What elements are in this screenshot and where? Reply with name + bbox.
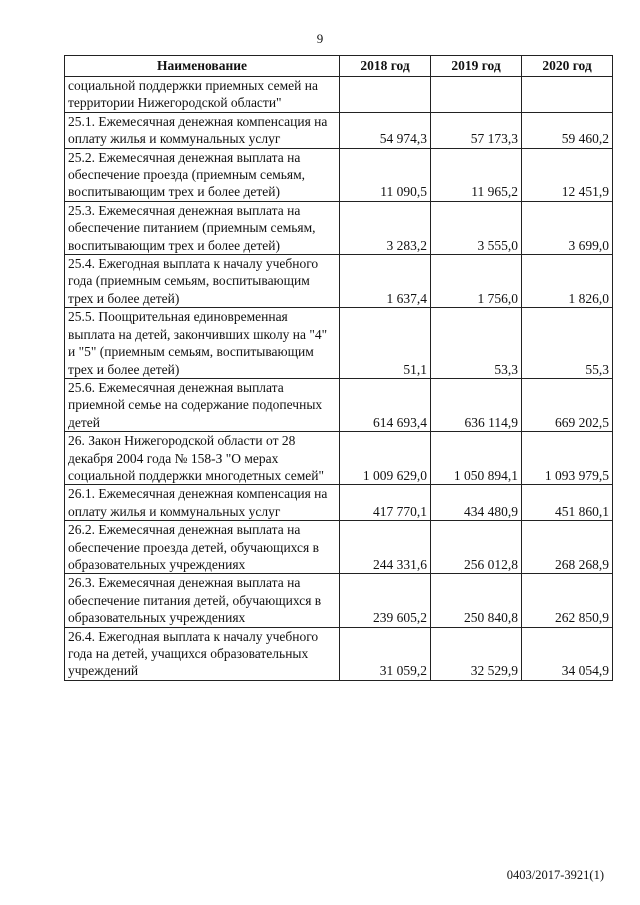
table-row (65, 574, 613, 627)
table-row (65, 77, 613, 113)
table-row (65, 255, 613, 308)
row-name: 26.1. Ежемесячная денежная компенсация на оплату жилья и коммунальных услуг (65, 485, 340, 521)
row-value-2019: 1 756,0 (431, 255, 522, 308)
row-name: 26. Закон Нижегородской области от 28 декабря 2004 года № 158-З "О мерах социальной поддержки многодетных семей" (65, 432, 340, 485)
table-row (65, 432, 613, 485)
table-row (65, 201, 613, 254)
row-value-2020: 1 093 979,5 (522, 432, 613, 485)
row-value-2019: 250 840,8 (431, 574, 522, 627)
budget-table (64, 55, 613, 681)
row-name: социальной поддержки приемных семей на территории Нижегородской области" (65, 77, 340, 113)
row-name: 25.4. Ежегодная выплата к началу учебного года (приемным семьям, воспитывающим трех и более детей) (65, 255, 340, 308)
row-value-2019: 32 529,9 (431, 627, 522, 680)
header-2020: 2020 год (522, 56, 613, 77)
row-value-2018: 417 770,1 (340, 485, 431, 521)
row-name: 26.3. Ежемесячная денежная выплата на обеспечение питания детей, обучающихся в образовательных учреждениях (65, 574, 340, 627)
row-value-2019: 11 965,2 (431, 148, 522, 201)
row-value-2019 (431, 77, 522, 113)
page-number: 9 (316, 31, 324, 46)
table-row (65, 308, 613, 379)
row-value-2020: 12 451,9 (522, 148, 613, 201)
table-header-row (65, 56, 613, 77)
table-row (65, 627, 613, 680)
row-value-2018: 51,1 (340, 308, 431, 379)
row-value-2018: 614 693,4 (340, 378, 431, 431)
table-row (65, 485, 613, 521)
row-value-2019: 256 012,8 (431, 521, 522, 574)
row-value-2018: 1 009 629,0 (340, 432, 431, 485)
row-value-2020: 268 268,9 (522, 521, 613, 574)
row-value-2020: 34 054,9 (522, 627, 613, 680)
row-value-2019: 636 114,9 (431, 378, 522, 431)
row-name: 26.4. Ежегодная выплата к началу учебного года на детей, учащихся образовательных учреждений (65, 627, 340, 680)
table-row (65, 148, 613, 201)
header-name: Наименование (65, 56, 340, 77)
row-value-2018 (340, 77, 431, 113)
header-2019: 2019 год (431, 56, 522, 77)
row-value-2018: 54 974,3 (340, 112, 431, 148)
row-name: 25.2. Ежемесячная денежная выплата на обеспечение проезда (приемным семьям, воспитывающим трех и более детей) (65, 148, 340, 201)
row-name: 25.5. Поощрительная единовременная выплата на детей, закончивших школу на "4" и "5" (приемным семьям, воспитывающим трех и более детей) (65, 308, 340, 379)
row-value-2019: 3 555,0 (431, 201, 522, 254)
row-name: 25.6. Ежемесячная денежная выплата приемной семье на содержание подопечных детей (65, 378, 340, 431)
row-value-2020: 55,3 (522, 308, 613, 379)
row-value-2020: 451 860,1 (522, 485, 613, 521)
row-value-2020 (522, 77, 613, 113)
row-value-2019: 57 173,3 (431, 112, 522, 148)
row-value-2020: 59 460,2 (522, 112, 613, 148)
row-value-2018: 244 331,6 (340, 521, 431, 574)
table-row (65, 521, 613, 574)
header-2018: 2018 год (340, 56, 431, 77)
row-name: 25.1. Ежемесячная денежная компенсация на оплату жилья и коммунальных услуг (65, 112, 340, 148)
row-value-2020: 262 850,9 (522, 574, 613, 627)
row-value-2020: 669 202,5 (522, 378, 613, 431)
table-row (65, 378, 613, 431)
row-name: 26.2. Ежемесячная денежная выплата на обеспечение проезда детей, обучающихся в образовательных учреждениях (65, 521, 340, 574)
row-value-2018: 11 090,5 (340, 148, 431, 201)
row-value-2018: 1 637,4 (340, 255, 431, 308)
row-value-2019: 1 050 894,1 (431, 432, 522, 485)
table-row (65, 112, 613, 148)
row-value-2020: 3 699,0 (522, 201, 613, 254)
row-value-2018: 31 059,2 (340, 627, 431, 680)
row-value-2018: 239 605,2 (340, 574, 431, 627)
row-value-2019: 53,3 (431, 308, 522, 379)
row-value-2018: 3 283,2 (340, 201, 431, 254)
document-code: 0403/2017-3921(1) (506, 868, 604, 882)
row-value-2019: 434 480,9 (431, 485, 522, 521)
row-value-2020: 1 826,0 (522, 255, 613, 308)
row-name: 25.3. Ежемесячная денежная выплата на обеспечение питанием (приемным семьям, воспитывающим трех и более детей) (65, 201, 340, 254)
